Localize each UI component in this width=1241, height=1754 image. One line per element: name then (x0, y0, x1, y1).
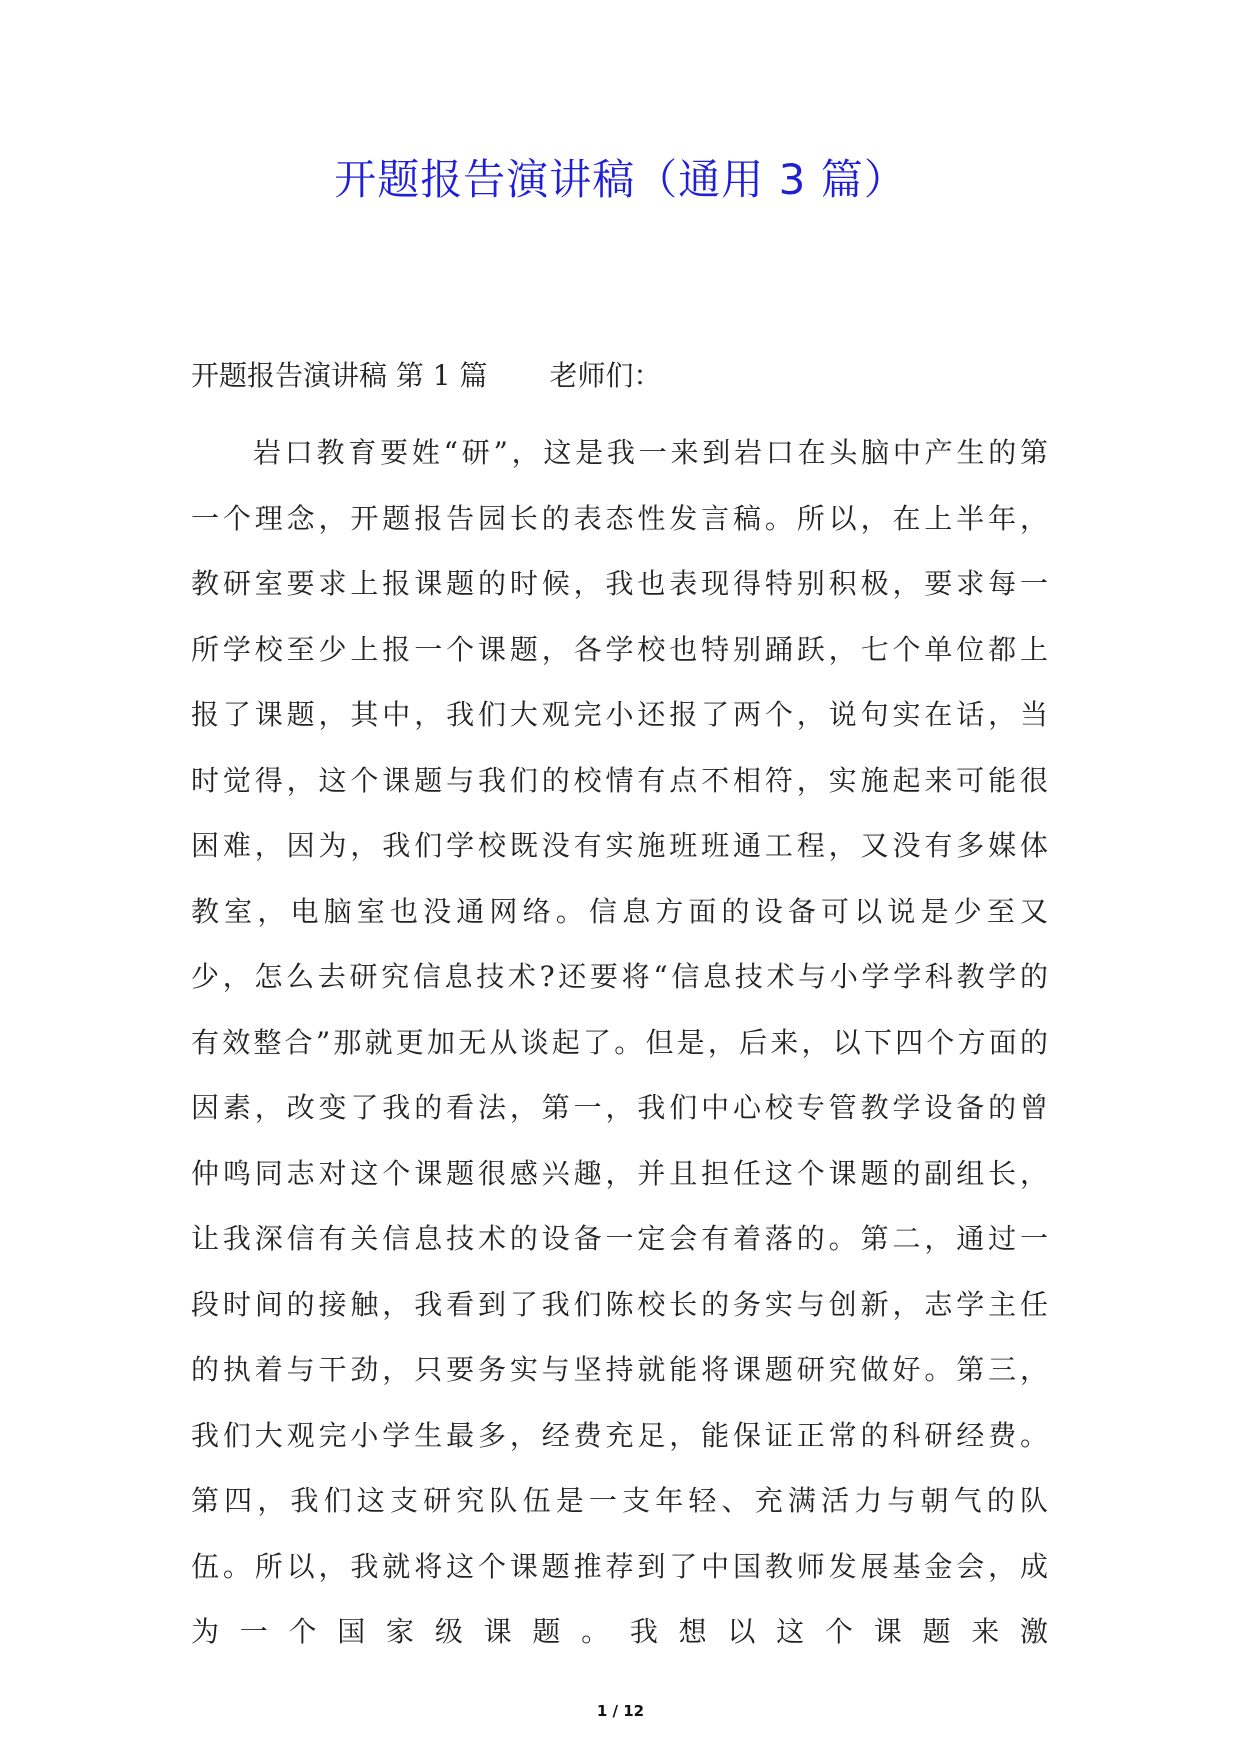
page-number: 1 / 12 (596, 1702, 645, 1720)
salutation: 老师们： (549, 359, 662, 392)
body-paragraph: 岩口教育要姓“研”，这是我一来到岩口在头脑中产生的第一个理念，开题报告园长的表态性发言稿。所以，在上半年，教研室要求上报课题的时候，我也表现得特别积极，要求每一所学校至少上报一个课题，各学校也特别踊跃，七个单位都上报了课题，其中，我们大观完小还报了两个，说句实在话，当时觉得，这个课题与我们的校情有点不相符，实施起来可能很困难，因为，我们学校既没有实施班班通工程，又没有多媒体教室，电脑室也没通网络。信息方面的设备可以说是少至又少，怎么去研究信息技术?还要将“信息技术与小学学科教学的有效整合”那就更加无从谈起了。但是，后来，以下四个方面的因素，改变了我的看法，第一，我们中心校专管教学设备的曾仲鸣同志对这个课题很感兴趣，并且担任这个课题的副组长，让我深信有关信息技术的设备一定会有着落的。第二，通过一段时间的接触，我看到了我们陈校长的务实与创新，志学主任的执着与干劲，只要务实与坚持就能将课题研究做好。第三，我们大观完小学生最多，经费充足，能保证正常的科研经费。第四，我们这支研究队伍是一支年轻、充满活力与朝气的队伍。所以，我就将这个课题推荐到了中国教师发展基金会，成为一个国家级课题。我想以这个课题来激 (191, 436, 1051, 1648)
document-title: 开题报告演讲稿（通用 3 篇） (334, 155, 907, 204)
section-heading: 开题报告演讲稿 第 1 篇 (191, 359, 488, 392)
section-heading-line (191, 356, 662, 396)
